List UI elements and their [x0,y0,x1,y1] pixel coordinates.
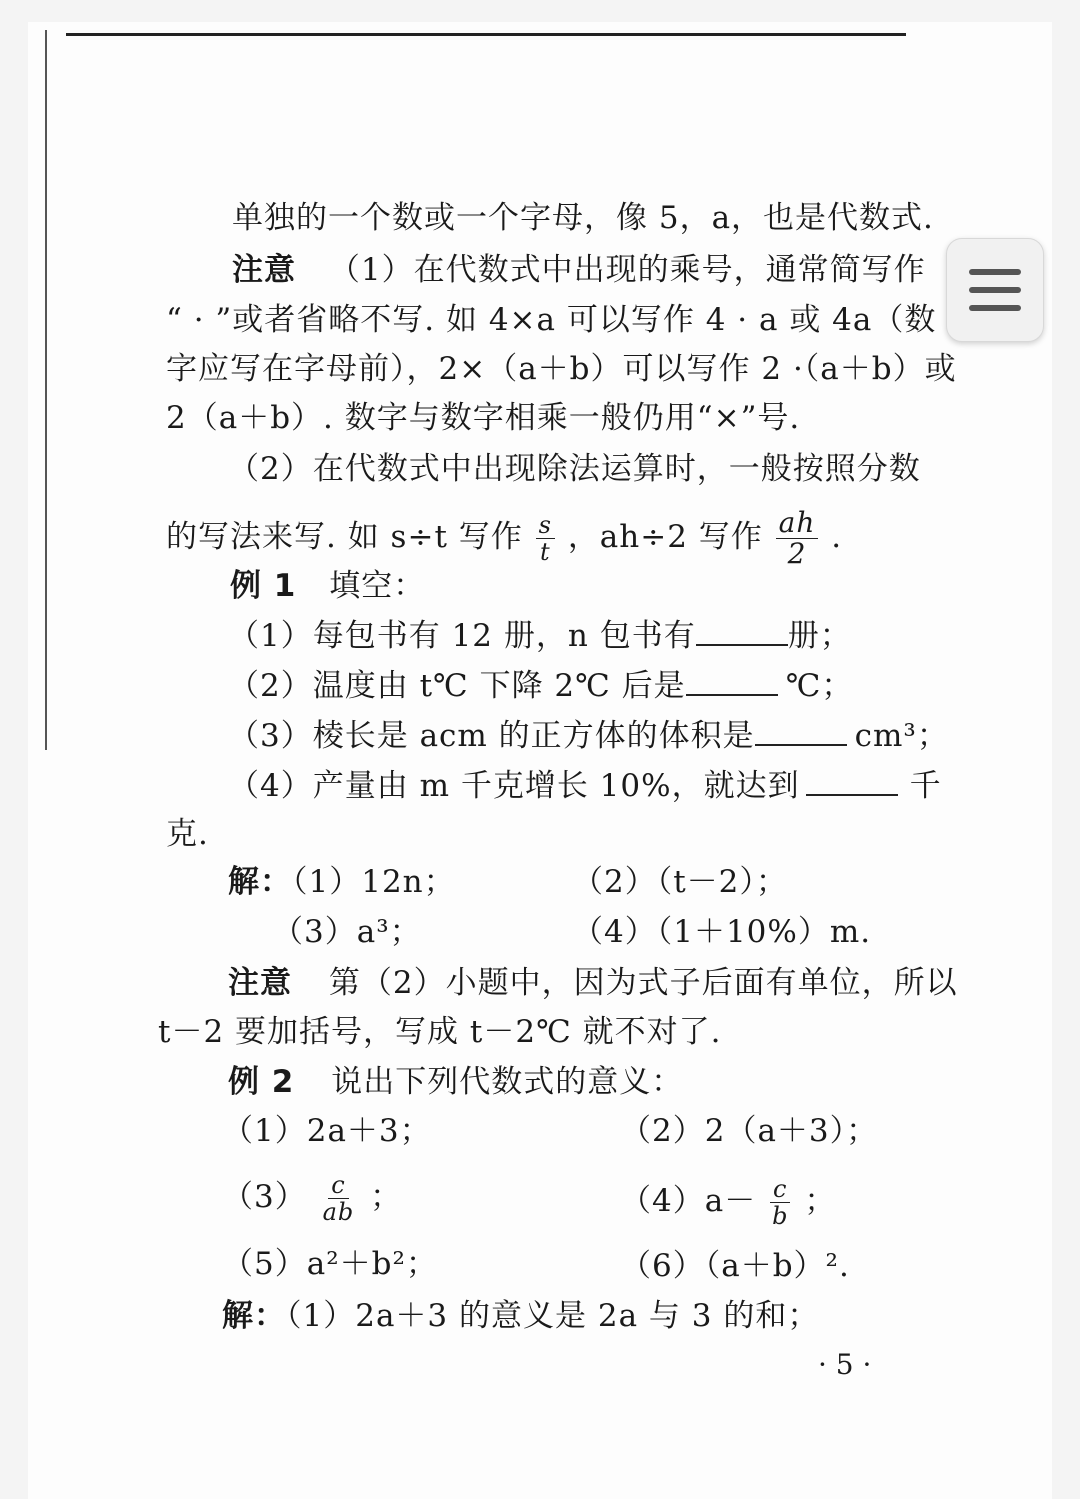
item-suffix: ； [370,1179,403,1215]
line7-end: . [831,519,843,555]
example-2-heading [228,1062,683,1102]
solution-label: 解： [228,864,292,900]
solution-item-3: （3）a³； [272,914,422,950]
answer-blank [755,716,847,746]
solution-item-2: （2）（t－2）； [572,864,788,900]
item-prefix: （4）a－ [620,1183,757,1219]
example-1-text: 填空： [329,568,426,604]
fraction-c-over-b [769,1176,791,1229]
example-2-item-6: （6）（a＋b）². [620,1248,850,1284]
note-2-line-2: t－2 要加括号，写成 t－2℃ 就不对了. [158,1014,722,1050]
solution-item-1: （1）12n； [292,864,456,900]
example-2-item-3 [222,1172,402,1225]
note-2-text: 第（2）小题中，因为式子后面有单位，所以 [328,965,958,1001]
solution-1-line-1 [228,862,456,902]
example-1-question-4-cont: 克. [166,816,209,852]
question-suffix: 千 [909,768,942,804]
item-suffix: ； [804,1183,837,1219]
text-line-4: 字应写在字母前），2×（a＋b）可以写作 2 ·（a＋b）或 [166,351,957,387]
fraction-denominator: b [772,1202,789,1230]
note-2-line-1 [228,963,958,1003]
example-1-question-4 [228,766,942,806]
question-suffix: 册； [787,618,852,654]
text-line-1: 单独的一个数或一个字母，像 5，a，也是代数式. [232,200,934,236]
page-top-rule [66,33,906,36]
question-text: （2）温度由 t℃ 下降 2℃ 后是 [228,668,686,704]
fraction-denominator: t [539,538,551,566]
fraction-numerator: s [536,512,555,539]
text-line-5: 2（a＋b）. 数字与数字相乘一般仍用“×”号. [166,400,801,436]
fraction-numerator: ah [776,508,819,539]
question-suffix: ℃； [785,668,854,704]
fraction-numerator: c [770,1176,790,1203]
document-page [28,22,1052,1499]
fraction-c-over-ab [320,1172,358,1225]
answer-blank [806,766,898,796]
fraction-denominator: ab [322,1198,355,1226]
item-prefix: （3） [222,1179,307,1215]
hamburger-menu-icon [967,265,1023,315]
line7-part-b: ，ah÷2 写作 [567,519,763,555]
answer-blank [696,616,788,646]
line7-part-a: 的写法来写. 如 s÷t 写作 [166,519,523,555]
example-1-question-1 [228,616,852,656]
example-1-question-2 [228,666,853,706]
fraction-ah-over-2 [776,508,819,569]
page-number: · 5 · [818,1348,872,1381]
fraction-denominator: 2 [787,537,807,570]
menu-button[interactable] [946,238,1044,342]
page-left-rule [45,30,47,750]
text-line-6: （2）在代数式中出现除法运算时，一般按照分数 [228,451,921,487]
example-2-item-2: （2）2（a＋3）； [620,1113,879,1149]
example-2-text: 说出下列代数式的意义： [331,1064,684,1100]
fraction-numerator: c [328,1172,348,1199]
example-2-item-5: （5）a²＋b²； [222,1246,438,1282]
solution-2-text: （1）2a＋3 的意义是 2a 与 3 的和； [286,1298,820,1334]
text-line-3: “ · ”或者省略不写. 如 4×a 可以写作 4 · a 或 4a（数 [166,302,937,338]
note-2-label: 注意 [228,965,292,1001]
example-2-label: 例 2 [228,1064,295,1100]
example-2-item-1: （1）2a＋3； [222,1113,432,1149]
question-text: （4）产量由 m 千克增长 10%，就达到 [228,768,800,804]
example-2-item-4 [620,1176,836,1229]
solution-2-line-1 [222,1296,819,1336]
question-text: （1）每包书有 12 册，n 包书有 [228,618,696,654]
example-1-question-3 [228,716,949,756]
text-line-7 [166,508,842,569]
text-line-2 [232,250,926,290]
answer-blank [686,666,778,696]
question-suffix: cm³； [854,718,949,754]
fraction-s-over-t [536,512,555,565]
note-text: （1）在代数式中出现的乘号，通常简写作 [328,252,926,288]
example-1-label: 例 1 [230,568,297,604]
note-label: 注意 [232,252,296,288]
question-text: （3）棱长是 acm 的正方体的体积是 [228,718,755,754]
solution-2-label: 解： [222,1298,286,1334]
example-1-heading [230,566,425,606]
solution-item-4: （4）（1＋10%）m. [572,914,872,950]
